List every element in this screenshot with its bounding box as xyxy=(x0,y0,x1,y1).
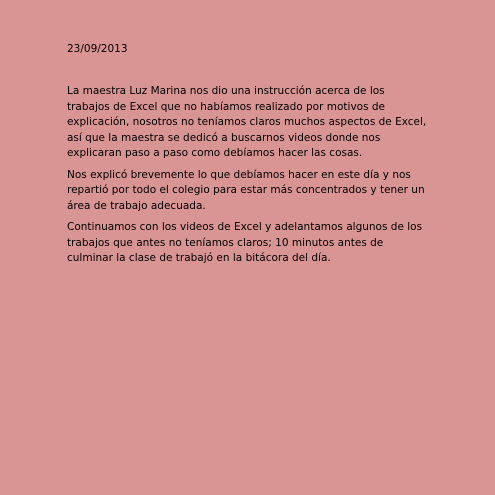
entry-date: 23/09/2013 xyxy=(67,43,128,55)
paragraph-1: La maestra Luz Marina nos dio una instrucción acerca de los trabajos de Excel que no habíamos realizado por motivos de explicación, nosotros no teníamos claros muchos aspectos de Excel, así que la maestra se dedicó a buscarnos videos donde nos explicaran paso a paso como debíamos hacer las cosas. xyxy=(67,85,427,159)
paragraph-2: Nos explicó brevemente lo que debíamos hacer en este día y nos repartió por todo el colegio para estar más concentrados y tener un área de trabajo adecuada. xyxy=(67,168,425,212)
paragraph-3: Continuamos con los videos de Excel y adelantamos algunos de los trabajos que antes no teníamos claros; 10 minutos antes de culminar la clase de trabajó en la bitácora del día. xyxy=(67,221,423,264)
document-body xyxy=(67,84,437,273)
